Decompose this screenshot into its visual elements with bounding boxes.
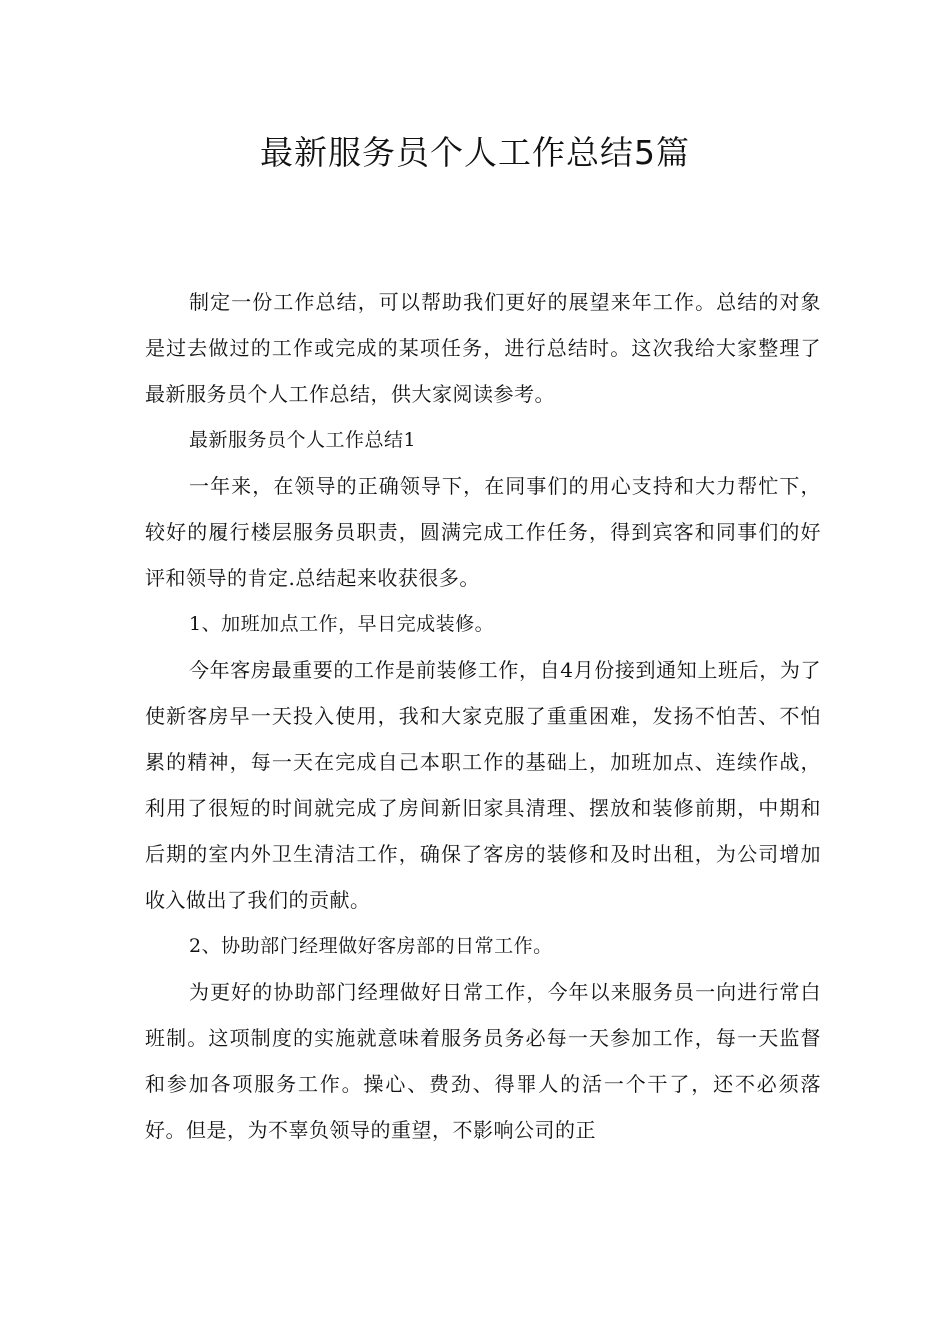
section-heading: 最新服务员个人工作总结1: [189, 429, 417, 451]
document-body: [145, 279, 821, 1153]
section-paragraph: 一年来，在领导的正确领导下，在同事们的用心支持和大力帮忙下，较好的履行楼层服务员职责，圆满完成工作任务，得到宾客和同事们的好评和领导的肯定.总结起来收获很多。: [145, 474, 821, 590]
item-heading-2: 2、协助部门经理做好客房部的日常工作。: [189, 935, 553, 957]
intro-paragraph: 制定一份工作总结，可以帮助我们更好的展望来年工作。总结的对象是过去做过的工作或完成的某项任务，进行总结时。这次我给大家整理了最新服务员个人工作总结，供大家阅读参考。: [145, 290, 821, 406]
item-heading-1: 1、加班加点工作，早日完成装修。: [189, 613, 495, 635]
document-title: 最新服务员个人工作总结5篇: [260, 133, 690, 172]
item-paragraph-1: 今年客房最重要的工作是前装修工作，自4月份接到通知上班后，为了使新客房早一天投入使用，我和大家克服了重重困难，发扬不怕苦、不怕累的精神，每一天在完成自己本职工作的基础上，加班加点、连续作战，利用了很短的时间就完成了房间新旧家具清理、摆放和装修前期，中期和后期的室内外卫生清洁工作，确保了客房的装修和及时出租，为公司增加收入做出了我们的贡献。: [145, 658, 821, 912]
item-paragraph-2: 为更好的协助部门经理做好日常工作，今年以来服务员一向进行常白班制。这项制度的实施就意味着服务员务必每一天参加工作，每一天监督和参加各项服务工作。操心、费劲、得罪人的活一个干了，还不必须落好。但是，为不辜负领导的重望，不影响公司的正: [145, 980, 821, 1142]
